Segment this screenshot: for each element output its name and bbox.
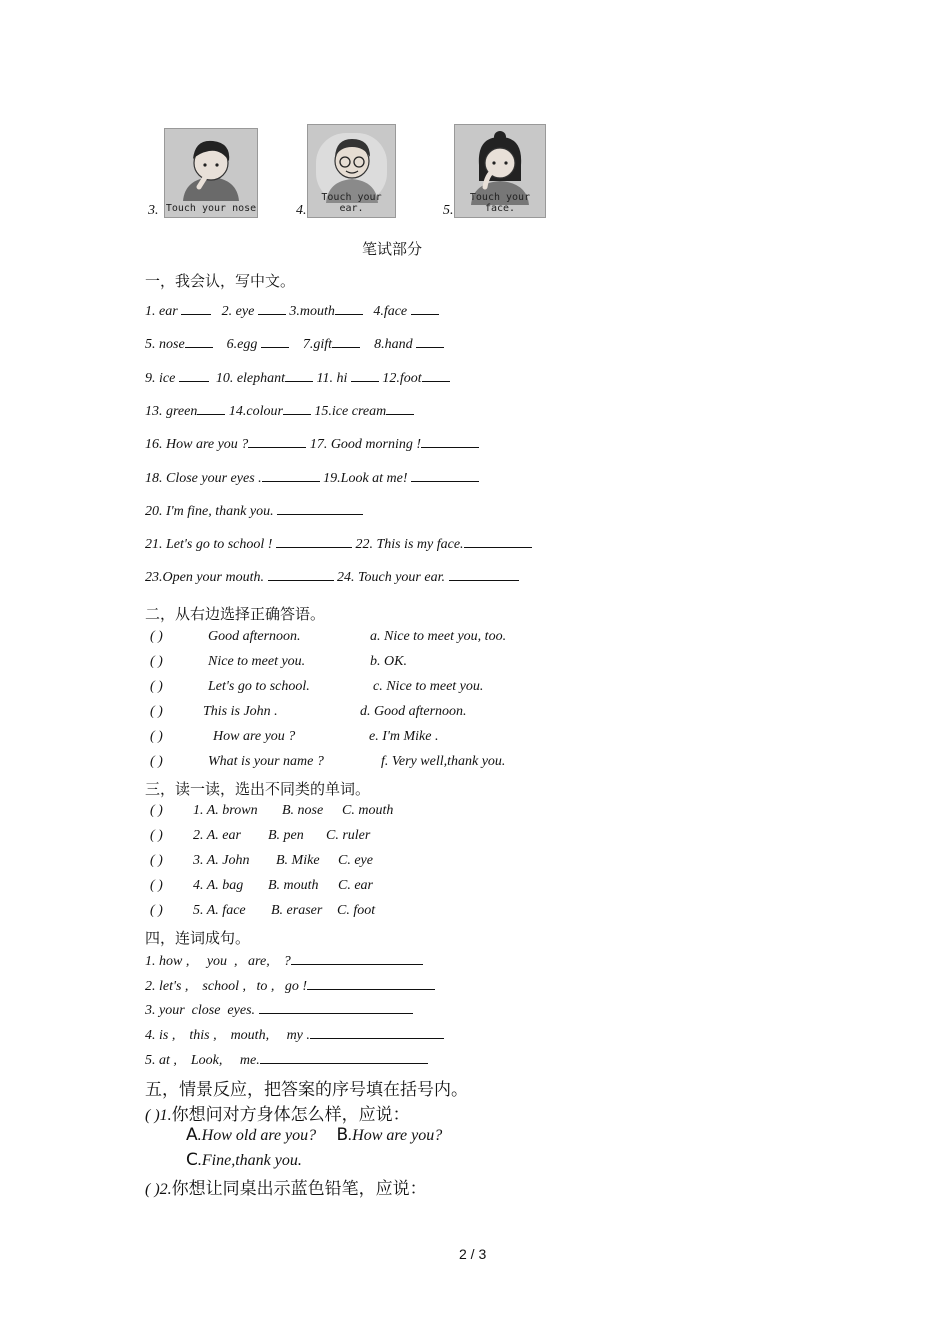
question-number: 2. xyxy=(159,1181,172,1198)
odd-item-1-b: B. nose xyxy=(282,803,324,818)
vocab-row-1 xyxy=(145,303,439,320)
odd-paren-5[interactable]: ( ) xyxy=(150,903,163,918)
picture-touch-nose xyxy=(164,128,258,218)
question-text: 你想问对方身体怎么样，应说： xyxy=(171,1105,410,1125)
section5-heading: 五，情景反应，把答案的序号填在括号内。 xyxy=(145,1080,468,1100)
odd-item-2-b: B. pen xyxy=(268,828,304,843)
odd-item-4-c: C. ear xyxy=(338,878,373,893)
answer-blank[interactable] xyxy=(416,336,444,348)
match-right-c: c. Nice to meet you. xyxy=(373,679,484,694)
answer-paren[interactable]: ( ) xyxy=(145,1181,160,1198)
scrambled-words: 4. is , this , mouth, my . xyxy=(145,1028,310,1043)
answer-blank[interactable] xyxy=(332,336,360,348)
match-right-a: a. Nice to meet you, too. xyxy=(370,629,507,644)
answer-blank[interactable] xyxy=(258,303,286,315)
odd-item-5-b: B. eraser xyxy=(271,903,323,918)
answer-blank[interactable] xyxy=(411,303,439,315)
vocab-item: 1. ear xyxy=(145,304,178,319)
phrase-row-2 xyxy=(145,470,479,487)
vocab-item: 6.egg xyxy=(226,337,258,352)
odd-paren-4[interactable]: ( ) xyxy=(150,878,163,893)
match-left-3: Let's go to school. xyxy=(208,679,310,694)
answer-blank[interactable] xyxy=(421,436,479,448)
answer-blank[interactable] xyxy=(464,536,532,548)
match-paren-4[interactable]: ( ) xyxy=(150,704,163,719)
answer-blank[interactable] xyxy=(283,403,311,415)
question-text: 你想让同桌出示蓝色铅笔，应说： xyxy=(171,1179,427,1199)
phrase-row-3 xyxy=(145,503,363,520)
match-paren-1[interactable]: ( ) xyxy=(150,629,163,644)
odd-item-3-c: C. eye xyxy=(338,853,373,868)
section4-heading: 四，连词成句。 xyxy=(145,929,251,947)
answer-blank[interactable] xyxy=(181,303,211,315)
phrase-item: 17. Good morning ! xyxy=(309,437,422,452)
answer-blank[interactable] xyxy=(335,303,363,315)
answer-blank[interactable] xyxy=(185,336,213,348)
option-c: .Fine,thank you. xyxy=(197,1152,302,1169)
sentence-row-3 xyxy=(145,1002,413,1019)
option-a: .How old are you? xyxy=(197,1127,317,1144)
answer-blank[interactable] xyxy=(248,436,306,448)
picture-touch-ear xyxy=(307,124,396,218)
scenario-options-ab xyxy=(186,1125,442,1145)
vocab-item: 15.ice cream xyxy=(314,404,387,419)
answer-blank[interactable] xyxy=(291,953,423,965)
option-letter-c: C xyxy=(186,1150,198,1170)
vocab-row-4 xyxy=(145,403,414,420)
odd-item-5-a: 5. A. face xyxy=(193,903,246,918)
answer-blank[interactable] xyxy=(310,1027,444,1039)
match-paren-2[interactable]: ( ) xyxy=(150,654,163,669)
phrase-row-4 xyxy=(145,536,532,553)
phrase-item: 16. How are you ? xyxy=(145,437,249,452)
vocab-item: 8.hand xyxy=(374,337,413,352)
answer-blank[interactable] xyxy=(307,978,435,990)
scenario-options-c xyxy=(186,1150,302,1170)
answer-blank[interactable] xyxy=(285,370,313,382)
phrase-row-5 xyxy=(145,569,519,586)
sentence-row-2 xyxy=(145,978,435,995)
vocab-item: 11. hi xyxy=(316,371,348,386)
match-right-e: e. I'm Mike . xyxy=(369,729,439,744)
vocab-item: 7.gift xyxy=(302,337,333,352)
answer-blank[interactable] xyxy=(386,403,414,415)
section3-heading: 三，读一读，选出不同类的单词。 xyxy=(145,780,371,798)
match-left-1: Good afternoon. xyxy=(208,629,301,644)
vocab-item: 12.foot xyxy=(382,371,422,386)
question-number: 1. xyxy=(159,1107,172,1124)
section2-heading: 二，从右边选择正确答语。 xyxy=(145,605,326,623)
vocab-item: 5. nose xyxy=(145,337,185,352)
vocab-item: 10. elephant xyxy=(215,371,286,386)
option-letter-a: A xyxy=(186,1125,198,1145)
scenario-question-1 xyxy=(145,1100,410,1125)
odd-item-1-c: C. mouth xyxy=(342,803,394,818)
scrambled-words: 5. at , Look, me. xyxy=(145,1053,260,1068)
odd-item-3-a: 3. A. John xyxy=(193,853,250,868)
answer-blank[interactable] xyxy=(262,470,320,482)
match-right-f: f. Very well,thank you. xyxy=(381,754,506,769)
phrase-item: 18. Close your eyes . xyxy=(145,471,262,486)
match-paren-6[interactable]: ( ) xyxy=(150,754,163,769)
picture-number-5: 5. xyxy=(443,203,454,218)
answer-blank[interactable] xyxy=(422,370,450,382)
vocab-item: 4.face xyxy=(373,304,408,319)
answer-blank[interactable] xyxy=(259,1002,413,1014)
page-number: 2 / 3 xyxy=(459,1246,487,1262)
vocab-item: 3.mouth xyxy=(289,304,335,319)
answer-blank[interactable] xyxy=(197,403,225,415)
picture-number-4: 4. xyxy=(296,203,307,218)
odd-paren-2[interactable]: ( ) xyxy=(150,828,163,843)
scrambled-words: 3. your close eyes. xyxy=(145,1003,256,1018)
answer-blank[interactable] xyxy=(277,503,363,515)
vocab-item: 14.colour xyxy=(228,404,283,419)
match-left-4: This is John . xyxy=(203,704,278,719)
scrambled-words: 1. how , you , are, ? xyxy=(145,954,291,969)
answer-blank[interactable] xyxy=(411,470,479,482)
match-left-6: What is your name ? xyxy=(208,754,324,769)
match-left-2: Nice to meet you. xyxy=(208,654,306,669)
odd-paren-1[interactable]: ( ) xyxy=(150,803,163,818)
match-right-d: d. Good afternoon. xyxy=(360,704,467,719)
picture-caption: Touch your ear. xyxy=(321,192,382,214)
vocab-item: 2. eye xyxy=(221,304,255,319)
odd-item-3-b: B. Mike xyxy=(276,853,320,868)
part-title: 笔试部分 xyxy=(362,240,423,258)
option-b: .How are you? xyxy=(348,1127,443,1144)
odd-paren-3[interactable]: ( ) xyxy=(150,853,163,868)
odd-item-4-a: 4. A. bag xyxy=(193,878,244,893)
scenario-question-2 xyxy=(145,1174,427,1199)
phrase-item: 22. This is my face. xyxy=(355,537,464,552)
match-paren-5[interactable]: ( ) xyxy=(150,729,163,744)
sentence-row-1 xyxy=(145,953,423,970)
answer-blank[interactable] xyxy=(351,370,379,382)
answer-blank[interactable] xyxy=(268,569,334,581)
phrase-item: 24. Touch your ear. xyxy=(337,570,445,585)
sentence-row-5 xyxy=(145,1052,428,1069)
odd-item-1-a: 1. A. brown xyxy=(193,803,258,818)
match-paren-3[interactable]: ( ) xyxy=(150,679,163,694)
match-right-b: b. OK. xyxy=(370,654,407,669)
answer-paren[interactable]: ( ) xyxy=(145,1107,160,1124)
picture-touch-face xyxy=(454,124,546,218)
odd-item-4-b: B. mouth xyxy=(268,878,319,893)
picture-caption: Touch your nose xyxy=(165,203,257,214)
answer-blank[interactable] xyxy=(179,370,209,382)
vocab-item: 13. green xyxy=(145,404,198,419)
vocab-row-2 xyxy=(145,336,444,353)
phrase-item: 19.Look at me! xyxy=(323,471,408,486)
match-left-5: How are you ? xyxy=(213,729,296,744)
odd-item-5-c: C. foot xyxy=(337,903,376,918)
phrase-row-1 xyxy=(145,436,479,453)
phrase-item: 21. Let's go to school ! xyxy=(145,537,273,552)
odd-item-2-a: 2. A. ear xyxy=(193,828,241,843)
answer-blank[interactable] xyxy=(276,536,352,548)
sentence-row-4 xyxy=(145,1027,444,1044)
answer-blank[interactable] xyxy=(260,1052,428,1064)
section1-heading: 一，我会认，写中文。 xyxy=(145,272,296,290)
vocab-row-3 xyxy=(145,370,450,387)
picture-caption: Touch your face. xyxy=(469,192,531,214)
odd-item-2-c: C. ruler xyxy=(326,828,371,843)
answer-blank[interactable] xyxy=(449,569,519,581)
answer-blank[interactable] xyxy=(261,336,289,348)
picture-number-3: 3. xyxy=(148,203,159,218)
option-letter-b: B xyxy=(336,1125,349,1145)
scrambled-words: 2. let's , school , to , go ! xyxy=(145,979,308,994)
phrase-item: 20. I'm fine, thank you. xyxy=(145,504,274,519)
phrase-item: 23.Open your mouth. xyxy=(145,570,264,585)
vocab-item: 9. ice xyxy=(145,371,176,386)
